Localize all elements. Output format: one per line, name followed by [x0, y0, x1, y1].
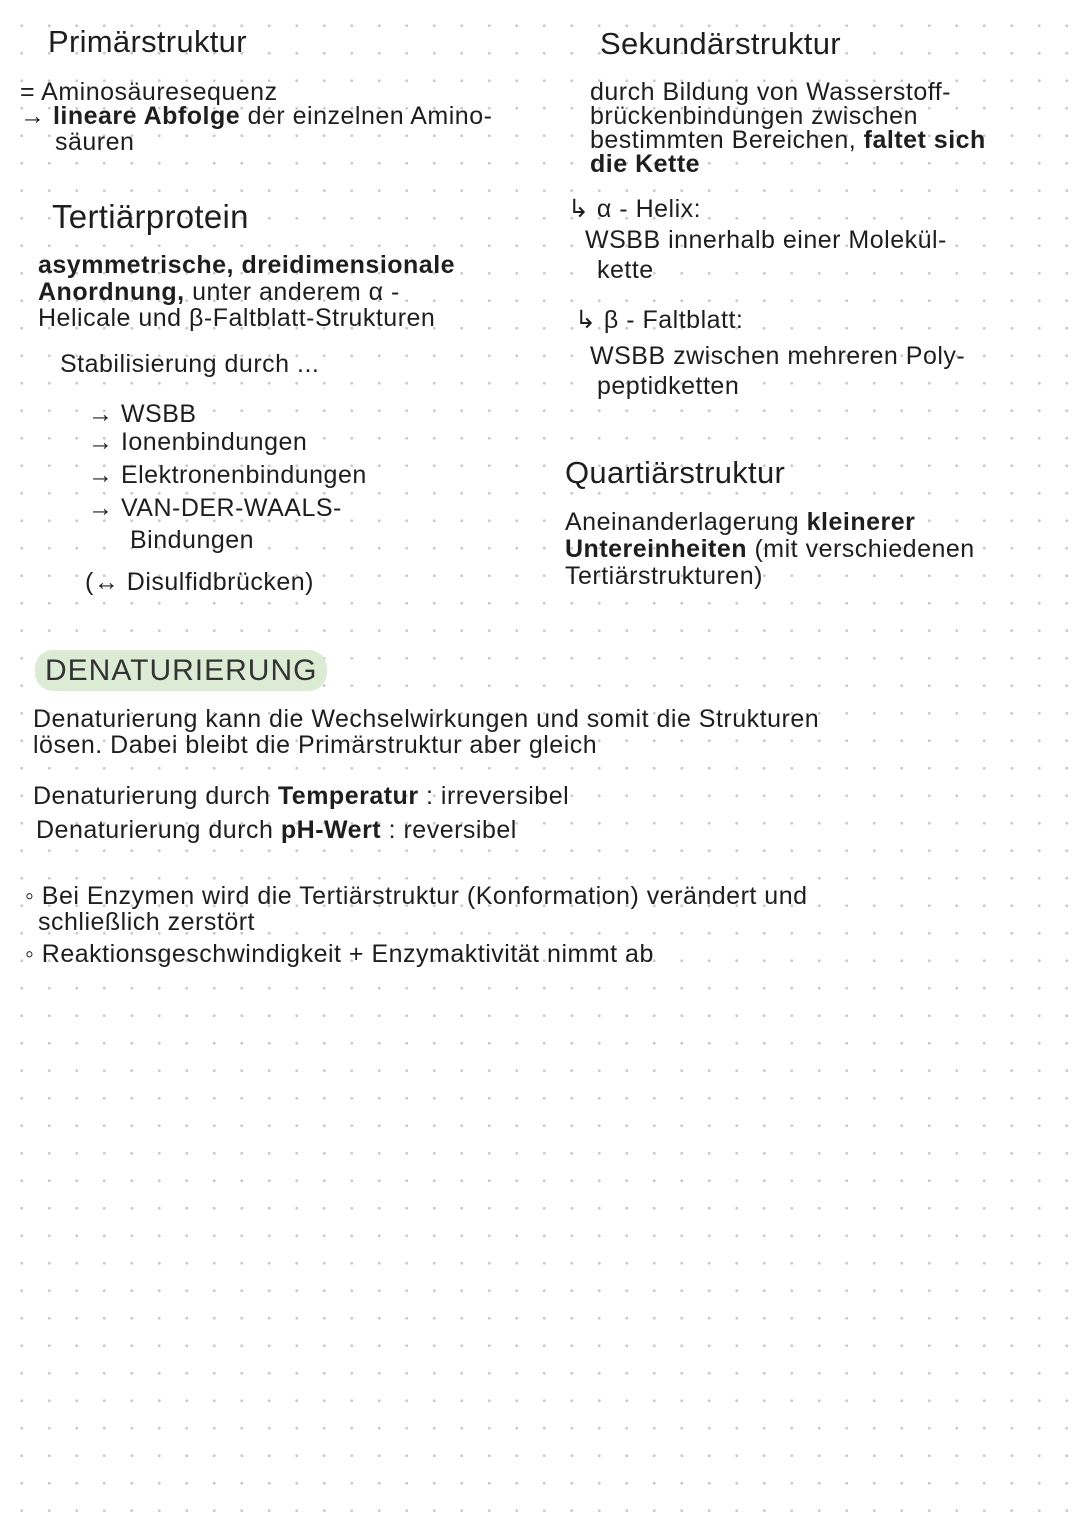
text: Denaturierung durch [36, 816, 281, 844]
text: Denaturierung durch [33, 782, 278, 810]
text: unter anderem α - [184, 278, 400, 306]
primary-line [20, 104, 492, 129]
quaternary-line [565, 537, 975, 562]
bold-text: asymmetrische, dreidimensionale [38, 251, 456, 279]
list-item: Bindungen [130, 526, 255, 554]
paragraph-line: lösen. Dabei bleibt die Primärstruktur aber gleich [33, 731, 598, 759]
bold-text: kleinerer [806, 508, 916, 536]
list-item: → Elektronenbindungen [88, 461, 367, 489]
text: : irreversibel [418, 782, 570, 810]
bullet-continuation: schließlich zerstört [38, 908, 255, 936]
alpha-helix-heading: ↳ α - Helix: [568, 195, 702, 223]
quaternary-title: Quartiärstruktur [565, 455, 786, 490]
tertiary-line: Helicale und β-Faltblatt-Strukturen [38, 304, 436, 332]
beta-sheet-heading: ↳ β - Faltblatt: [575, 306, 744, 334]
list-item: (↔ Disulfidbrücken) [85, 568, 315, 596]
stabilization-heading: Stabilisierung durch ... [60, 350, 320, 378]
primary-title: Primärstruktur [48, 24, 247, 59]
text: Aneinanderlagerung [565, 508, 807, 536]
secondary-line: durch Bildung von Wasserstoff- [590, 78, 951, 106]
arrow-icon: → [20, 102, 53, 130]
denaturation-title: DENATURIERUNG [35, 650, 327, 691]
list-item: → VAN-DER-WAALS- [88, 494, 342, 522]
secondary-line: WSBB zwischen mehreren Poly- [590, 342, 966, 370]
bold-text: Untereinheiten [565, 535, 748, 563]
bullet-item: ◦ Reaktionsgeschwindigkeit + Enzymaktivität nimmt ab [25, 940, 654, 968]
paragraph-line: Denaturierung kann die Wechselwirkungen und somit die Strukturen [33, 705, 820, 733]
temperature-line [33, 784, 569, 809]
bold-text: lineare Abfolge [52, 102, 241, 130]
list-item: → Ionenbindungen [88, 428, 308, 456]
text: : reversibel [381, 816, 517, 844]
bold-text: faltet sich [863, 126, 986, 154]
primary-line: säuren [55, 128, 135, 156]
secondary-title: Sekundärstruktur [600, 26, 841, 61]
bold-text: die Kette [590, 150, 701, 178]
secondary-line: peptidketten [597, 372, 740, 400]
bullet-item: ◦ Bei Enzymen wird die Tertiärstruktur (Konformation) verändert und [25, 882, 808, 910]
bold-text: Anordnung, [38, 278, 185, 306]
quaternary-line [565, 510, 915, 535]
list-item: → WSBB [88, 400, 197, 428]
text: bestimmten Bereichen, [590, 126, 864, 154]
primary-line: = Aminosäuresequenz [20, 78, 278, 106]
secondary-line: kette [597, 256, 654, 284]
bold-text: pH-Wert [280, 816, 382, 844]
tertiary-line [38, 280, 400, 305]
quaternary-line: Tertiärstrukturen) [565, 562, 763, 590]
bold-text: Temperatur [277, 782, 419, 810]
secondary-line: WSBB innerhalb einer Molekül- [585, 226, 947, 254]
tertiary-title: Tertiärprotein [52, 198, 249, 235]
text: der einzelnen Amino- [240, 102, 493, 130]
text: (mit verschiedenen [747, 535, 975, 563]
secondary-line: brückenbindungen zwischen [590, 102, 918, 130]
ph-line [36, 818, 517, 843]
